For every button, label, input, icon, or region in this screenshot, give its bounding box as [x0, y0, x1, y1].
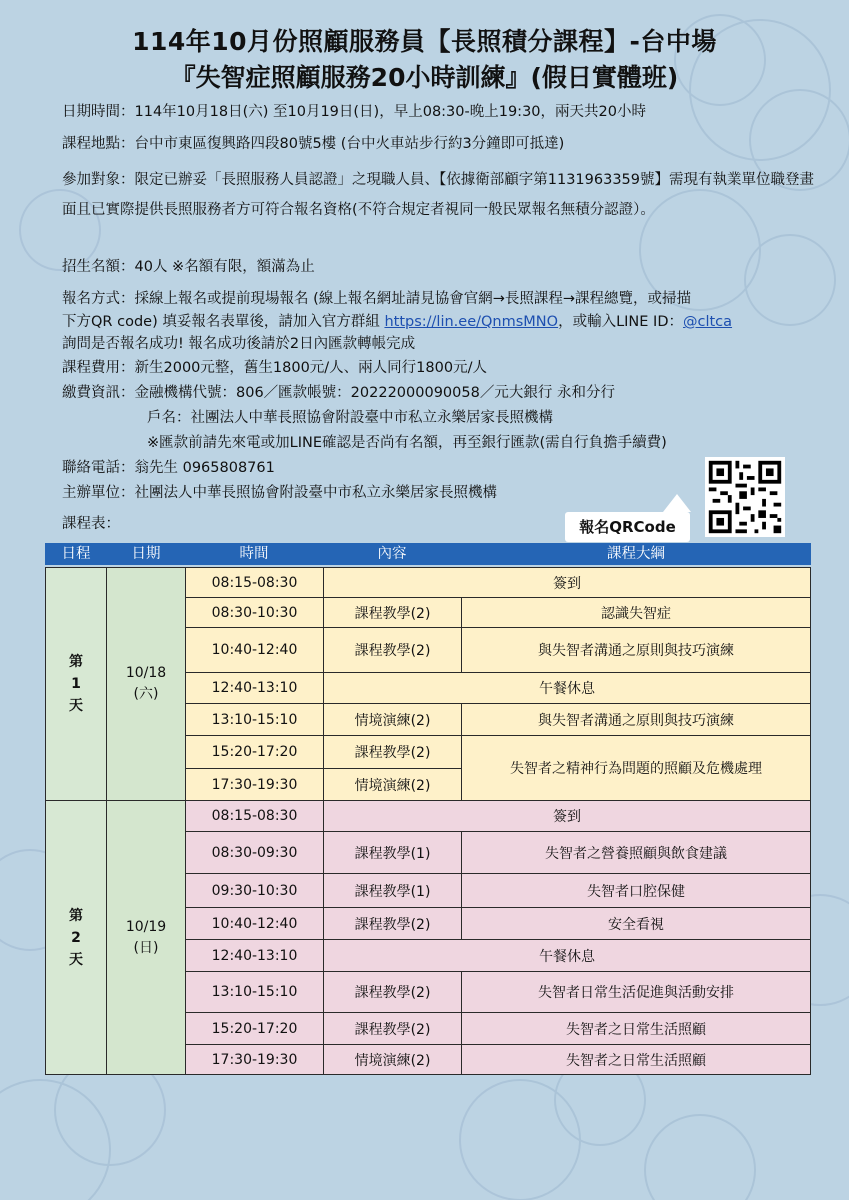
- info-location: 課程地點：台中市東區復興路四段80號5樓 (台中火車站步行約3分鐘即可抵達): [62, 136, 565, 152]
- topic-cell: 失智者口腔保健: [461, 873, 811, 908]
- info-organizer: 主辦單位：社團法人中華長照協會附設臺中市私立永樂居家長照機構: [62, 485, 497, 501]
- topic-cell: 與失智者溝通之原則與技巧演練: [461, 703, 811, 736]
- info-payment-note: ※匯款前請先來電或加LINE確認是否尚有名額，再至銀行匯款(需自行負擔手續費): [147, 435, 667, 451]
- day1-char2: 天: [69, 698, 83, 714]
- type-cell: 課程教學(1): [323, 873, 462, 908]
- time-cell: 17:30-19:30: [185, 1044, 324, 1075]
- topic-cell: 午餐休息: [323, 939, 811, 972]
- day2-num: 2: [71, 929, 81, 946]
- type-cell: 課程教學(2): [323, 907, 462, 940]
- line-group-link[interactable]: https://lin.ee/QnmsMNO: [384, 314, 559, 330]
- header-date: 日期: [107, 543, 185, 565]
- time-cell: 17:30-19:30: [185, 768, 324, 801]
- info-registration-line2: [62, 312, 822, 332]
- header-outline: 課程大綱: [461, 543, 811, 565]
- topic-cell: 午餐休息: [323, 672, 811, 704]
- schedule-table: [45, 543, 811, 1076]
- registration-text-2: ，或輸入LINE ID：: [558, 314, 683, 330]
- topic-cell: 安全看視: [461, 907, 811, 940]
- topic-cell: 失智者之日常生活照顧: [461, 1044, 811, 1075]
- topic-cell: 認識失智症: [461, 597, 811, 628]
- type-cell: 課程教學(2): [323, 627, 462, 673]
- day1-date-value: 10/18: [125, 665, 167, 681]
- header-time: 時間: [185, 543, 323, 565]
- time-cell: 08:30-09:30: [185, 831, 324, 874]
- info-audience: 參加對象：限定已辦妥「長照服務人員認證」之現職人員、【依據衛部顧字第1131963359號】需現有執業單位職登畫面且已實際提供長照服務者方可符合報名資格(不符合規定者視同一般民眾報名無積分認證）。: [62, 172, 814, 218]
- day1-num: 1: [71, 676, 81, 692]
- qr-code[interactable]: [705, 457, 785, 537]
- info-fee: 課程費用：新生2000元整，舊生1800元/人、兩人同行1800元/人: [62, 360, 487, 376]
- day2-date-value: 10/19: [125, 918, 167, 935]
- info-registration-line3: 詢問是否報名成功! 報名成功後請於2日內匯款轉帳完成: [62, 336, 416, 352]
- day2-char: 第: [69, 907, 83, 924]
- day2-weekday: (日): [133, 939, 159, 956]
- time-cell: 10:40-12:40: [185, 907, 324, 940]
- type-cell: 課程教學(1): [323, 831, 462, 874]
- type-cell: 情境演練(2): [323, 768, 462, 801]
- type-cell: 課程教學(2): [323, 971, 462, 1013]
- info-registration-line1: 報名方式：採線上報名或提前現場報名 (線上報名網址請見協會官網→長照課程→課程總覽，或掃描: [62, 291, 692, 307]
- line-id-link[interactable]: @cltca: [683, 314, 733, 330]
- type-cell: 課程教學(2): [323, 597, 462, 628]
- qr-code-icon: [705, 457, 785, 537]
- header-content: 內容: [323, 543, 461, 565]
- topic-cell: 失智者之日常生活照顧: [461, 1012, 811, 1045]
- info-datetime: 日期時間：114年10月18日(六) 至10月19日(日)，早上08:30-晚上19:30，兩天共20小時: [62, 104, 646, 120]
- time-cell: 08:15-08:30: [185, 800, 324, 832]
- topic-cell: 簽到: [323, 800, 811, 832]
- time-cell: 08:15-08:30: [185, 567, 324, 598]
- time-cell: 15:20-17:20: [185, 1012, 324, 1045]
- time-cell: 15:20-17:20: [185, 735, 324, 769]
- day2-label: [45, 800, 107, 1075]
- topic-cell: 失智者之營養照顧與飲食建議: [461, 831, 811, 874]
- qr-label-pointer: [663, 494, 691, 512]
- schedule-label: 課程表：: [62, 516, 120, 532]
- page-title: 114年10月份照顧服務員【長照積分課程】-台中場: [132, 27, 717, 56]
- day1-weekday: (六): [133, 686, 159, 702]
- time-cell: 13:10-15:10: [185, 971, 324, 1013]
- info-account-name: 戶名：社團法人中華長照協會附設臺中市私立永樂居家長照機構: [147, 410, 553, 426]
- time-cell: 12:40-13:10: [185, 939, 324, 972]
- topic-cell: 簽到: [323, 567, 811, 598]
- day2-char2: 天: [69, 951, 83, 968]
- day1-date: [106, 567, 186, 801]
- qr-label: 報名QRCode: [565, 512, 690, 542]
- topic-cell: 與失智者溝通之原則與技巧演練: [461, 627, 811, 673]
- info-quota: 招生名額：40人 ※名額有限，額滿為止: [62, 259, 315, 275]
- time-cell: 10:40-12:40: [185, 627, 324, 673]
- time-cell: 12:40-13:10: [185, 672, 324, 704]
- type-cell: 課程教學(2): [323, 735, 462, 769]
- day2-date: [106, 800, 186, 1075]
- header-day: 日程: [45, 543, 107, 565]
- type-cell: 課程教學(2): [323, 1012, 462, 1045]
- topic-cell: 失智者之精神行為問題的照顧及危機處理: [461, 735, 811, 801]
- time-cell: 13:10-15:10: [185, 703, 324, 736]
- day1-char: 第: [69, 654, 83, 670]
- type-cell: 情境演練(2): [323, 703, 462, 736]
- type-cell: 情境演練(2): [323, 1044, 462, 1075]
- time-cell: 08:30-10:30: [185, 597, 324, 628]
- info-phone: 聯絡電話：翁先生 0965808761: [62, 460, 275, 476]
- page-subtitle: 『失智症照顧服務20小時訓練』(假日實體班): [170, 63, 679, 92]
- day1-label: [45, 567, 107, 801]
- registration-text: 下方QR code) 填妥報名表單後，請加入官方群組: [62, 314, 385, 330]
- time-cell: 09:30-10:30: [185, 873, 324, 908]
- info-payment: 繳費資訊：金融機構代號：806／匯款帳號：20222000090058／元大銀行 永和分行: [62, 385, 615, 401]
- topic-cell: 失智者日常生活促進與活動安排: [461, 971, 811, 1013]
